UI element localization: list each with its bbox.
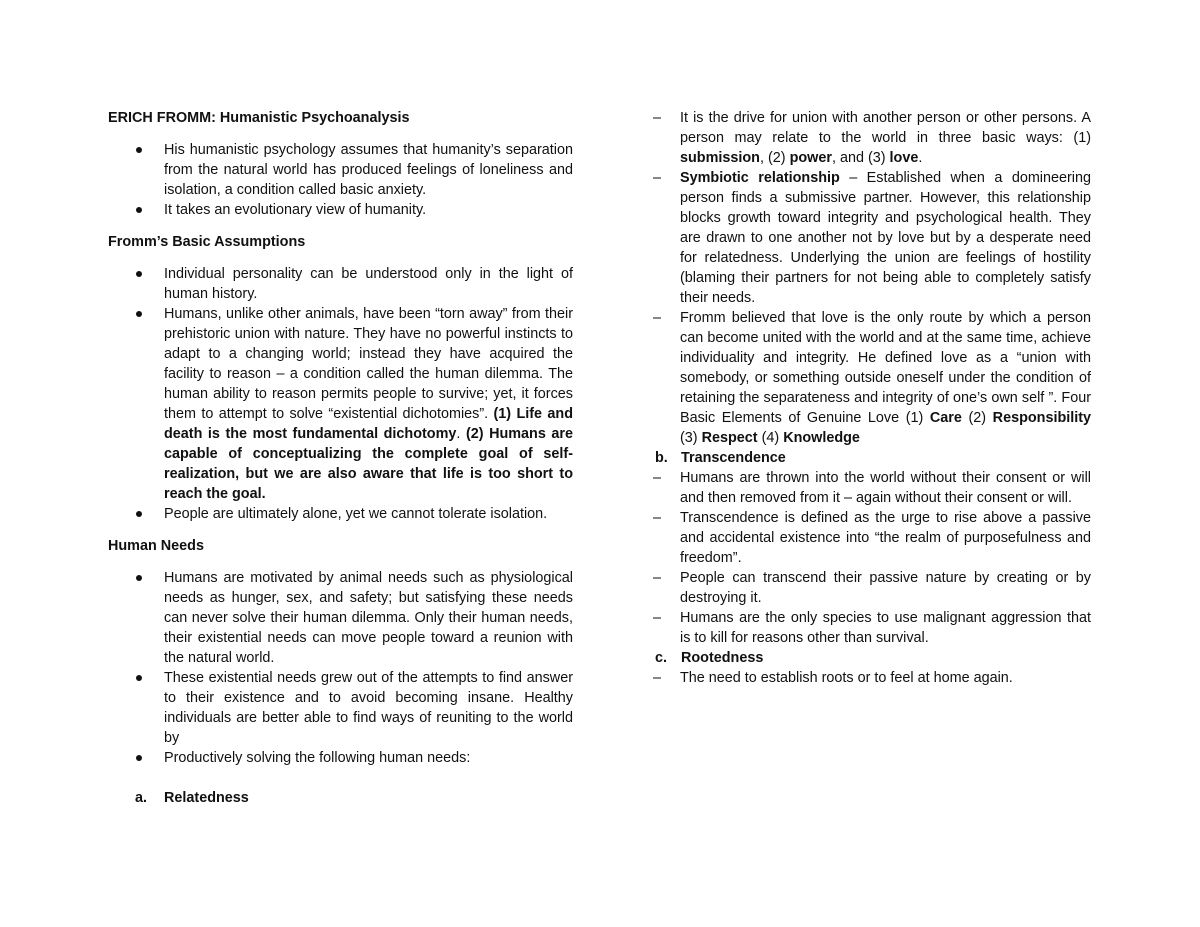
list-item: – Humans are the only species to use malignant aggression that is to kill for reasons other than survival. (653, 610, 1091, 646)
list-item: Humans are motivated by animal needs such as physiological needs as hunger, sex, and safety; but satisfying these needs can never solve their human dilemma. Only their human needs, their existential needs can move people toward a reunion with the natural world. (108, 568, 573, 668)
assumptions-heading: Fromm’s Basic Assumptions (108, 234, 306, 250)
document-title: ERICH FROMM: Humanistic Psychoanalysis (108, 110, 410, 126)
bullet-icon (136, 511, 142, 517)
list-item: – Humans are thrown into the world without their consent or will and then removed from it – again without their consent or will. (653, 470, 1091, 506)
list-item: These existential needs grew out of the attempts to find answer to their existence and to avoid becoming insane. Healthy individuals are better able to find ways of reuniting to the world by (108, 668, 573, 748)
dash-marker: – (653, 570, 662, 586)
list-item: Humans, unlike other animals, have been “torn away” from their prehistoric union with nature. They have no powerful instincts to adapt to a changing world; instead they have acquired the facility to reason – a condition called the human dilemma. The human ability to reason permits people to survive; yet, it forces them to attempt to solve “existential dichotomies”. (1) Life and death is the most fundamental dichotomy. (2) Humans are capable of conceptualizing the complete goal of self-realization, but we are also aware that life is too short to reach the goal. (108, 304, 573, 504)
list-item: His humanistic psychology assumes that humanity’s separation from the natural world has produced feelings of loneliness and isolation, a condition called basic anxiety. (108, 140, 573, 200)
bullet-icon (136, 575, 142, 581)
list-item: It takes an evolutionary view of humanity. (108, 200, 573, 220)
list-item: – It is the drive for union with another person or other persons. A person may relate to the world in three basic ways: (1) submission, (2) power, and (3) love. (653, 110, 1091, 166)
needs-bullet-list (108, 568, 573, 768)
list-item: Productively solving the following human needs: (108, 748, 573, 768)
bullet-icon (136, 271, 142, 277)
dash-marker: – (653, 110, 662, 126)
bullet-icon (136, 311, 142, 317)
dichotomy-bold: (1) Life and death is the most fundamental dichotomy (164, 406, 574, 442)
list-item: – Fromm believed that love is the only route by which a person can become united with the world and at the same time, achieve individuality and integrity. He defined love as a “union with somebody, or something outside oneself under the condition of retaining the separateness and integrity of one’s own self ”. Four Basic Elements of Genuine Love (1) Care (2) Responsibility (3) Respect (4) Knowledge (653, 310, 1092, 446)
dash-marker: – (653, 310, 662, 326)
dash-marker: – (653, 670, 662, 686)
list-item: People are ultimately alone, yet we cannot tolerate isolation. (108, 504, 573, 524)
transcendence-list (597, 468, 1091, 648)
left-column (108, 108, 573, 808)
human-needs-heading: Human Needs (108, 538, 204, 554)
right-column (653, 108, 1091, 688)
rootedness-list (597, 668, 1091, 688)
dash-marker: – (653, 510, 662, 526)
list-item: – Transcendence is defined as the urge to rise above a passive and accidental existence into “the realm of purposefulness and freedom”. (653, 510, 1091, 566)
relatedness-heading: a. Relatedness (135, 790, 249, 806)
dash-marker: – (653, 170, 662, 186)
dash-marker: – (653, 470, 662, 486)
bullet-icon (136, 675, 142, 681)
assumptions-bullet-list (108, 264, 573, 524)
rootedness-heading: c. Rootedness (655, 650, 764, 666)
intro-bullet-list (108, 140, 573, 220)
bullet-icon (136, 147, 142, 153)
bullet-icon (136, 207, 142, 213)
list-item: – Symbiotic relationship – Established when a domineering person finds a submissive partner. However, this relationship blocks growth toward integrity and psychological health. They are drawn to one another not by love but by a desperate need for relatedness. Underlying the union are feelings of hostility (blaming their partners for not being able to completely satisfy their needs. (653, 170, 1092, 306)
transcendence-heading: b. Transcendence (655, 450, 786, 466)
relatedness-list (597, 108, 1091, 448)
dash-marker: – (653, 610, 662, 626)
list-item: – The need to establish roots or to feel at home again. (653, 670, 1013, 686)
self-realization-bold: (2) Humans are capable of conceptualizing the complete goal of self-realization, but we are also aware that life is too short to reach the goal. (164, 426, 573, 502)
bullet-icon (136, 755, 142, 761)
list-item: Individual personality can be understood only in the light of human history. (108, 264, 573, 304)
list-item: – People can transcend their passive nature by creating or by destroying it. (653, 570, 1091, 606)
